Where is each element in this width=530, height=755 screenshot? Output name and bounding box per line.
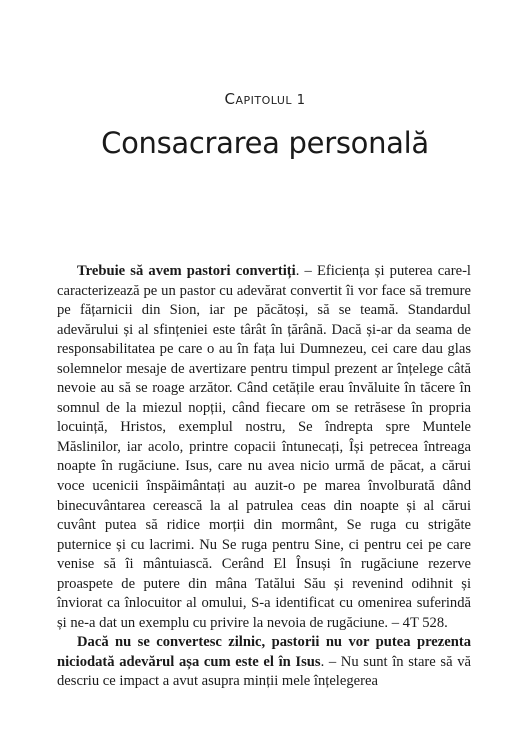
paragraph-lead: Dacă nu se convertesc zilnic, pastorii nu vor putea prezenta niciodată adevărul așa cum este el în Isus bbox=[57, 634, 471, 670]
paragraph-text: . – Nu sunt în stare să vă descriu ce impact a avut asupra minții mele înțelegerea bbox=[57, 653, 471, 690]
paragraph bbox=[57, 262, 471, 633]
paragraph-lead: Trebuie să avem pastori convertiți bbox=[77, 263, 296, 279]
paragraph-text: . – Eficiența și puterea care-l caracterizează pe un pastor cu adevărat convertit îi vor face să tremure pe fățarnicii din Sion, iar pe păcătoși, să se teamă. Standardul adevărului și al sfințeniei este târât în țărână. Dacă și-ar da seama de responsabilitatea pe care o au în fața lui Dumnezeu, cei care dau glas solemnelor mesaje de avertizare pentru timpul prezent ar înțelege câtă nevoie au să se roage arzător. Când cetățile erau învăluite în tăcere în somnul de la miezul nopții, când fiecare om se retrăsese în propria locuință, Hristos, exemplul nostru, Se îndrepta spre Muntele Măslinilor, iar acolo, printre copacii întunecați, Își petrecea întreaga noapte în rugăciune. Isus, care nu avea nicio urmă de păcat, a cărui voce ucenicii înspăimântați au auzit-o pe marea învolburată dând binecuvântarea cerească la al patrulea ceas din noapte și al cărui cuvânt putea să ridice morții din mormânt, Se ruga cu strigăte puternice și cu lacrimi. Nu Se ruga pentru Sine, ci pentru cei pe care venise să îi mântuiască. Cerând El Însuși în rugăciune rezerve proaspete de putere din mâna Tatălui Său și revenind odihnit și înviorat ca înlocuitor al omului, S-a identificat cu omenirea suferindă și ne-a dat un exemplu cu privire la nevoia de rugăciune. – 4T 528. bbox=[57, 263, 471, 631]
chapter-number: 1 bbox=[296, 93, 306, 108]
chapter-title: Consacrarea personală bbox=[101, 126, 429, 160]
chapter-label-initial: C bbox=[224, 90, 236, 108]
paragraph bbox=[57, 633, 471, 692]
chapter-label-rest: APITOLUL bbox=[235, 94, 293, 107]
chapter-label bbox=[0, 90, 530, 108]
chapter-body bbox=[57, 262, 471, 692]
